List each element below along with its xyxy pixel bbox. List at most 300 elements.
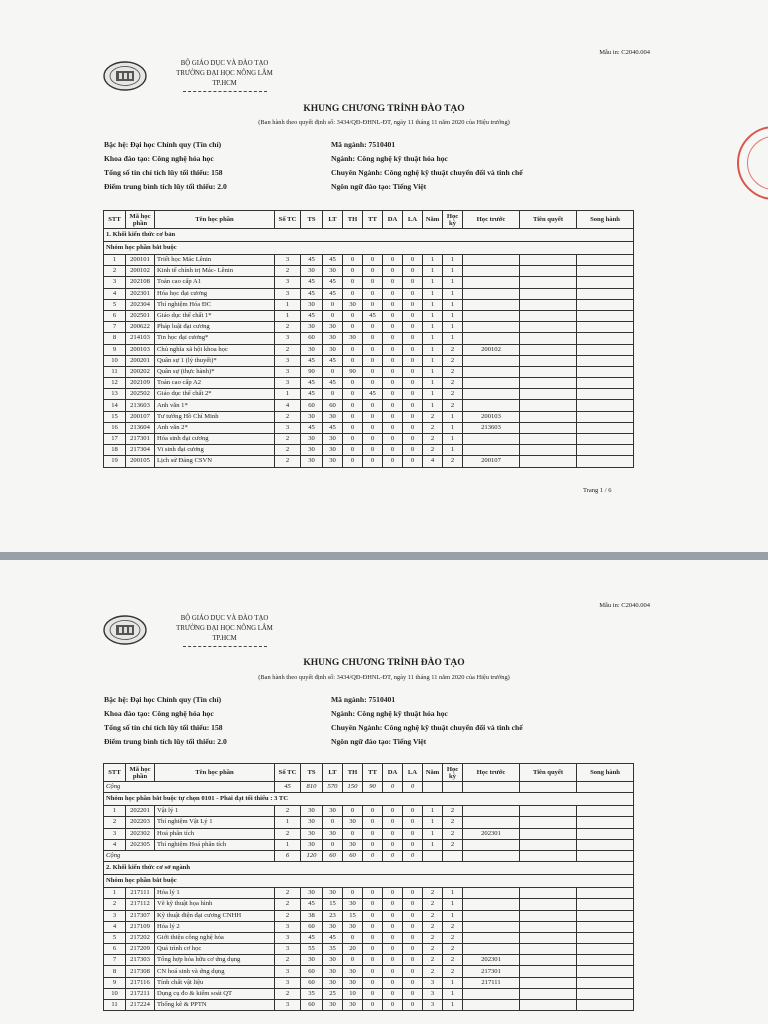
table-cell: 1 (443, 988, 463, 999)
table-cell: 0 (383, 266, 403, 277)
table-cell: 1 (443, 888, 463, 899)
column-header: LA (403, 764, 423, 782)
curriculum-table (103, 763, 634, 1011)
table-row (104, 966, 634, 977)
table-cell: 0 (343, 400, 363, 411)
table-cell: 2 (275, 344, 301, 355)
column-header: Tiên quyết (520, 764, 577, 782)
table-cell (520, 806, 577, 817)
table-cell: 0 (363, 456, 383, 467)
table-cell (463, 322, 520, 333)
table-cell: Tin học đại cương* (155, 333, 275, 344)
table-header-row (104, 764, 634, 782)
table-cell: 1 (443, 277, 463, 288)
table-cell: 2 (275, 988, 301, 999)
table-cell: 0 (343, 828, 363, 839)
table-cell (463, 921, 520, 932)
table-cell: 3 (104, 277, 126, 288)
table-cell: 0 (383, 910, 403, 921)
table-cell: Hóa học đại cương (155, 288, 275, 299)
table-cell: 0 (403, 310, 423, 321)
table-cell: 0 (363, 445, 383, 456)
table-cell: 200101 (126, 255, 155, 266)
table-cell: 200622 (126, 322, 155, 333)
total-value: 150 (343, 782, 363, 793)
table-cell (520, 310, 577, 321)
table-cell: 2 (443, 366, 463, 377)
table-cell: Hóa sinh đại cương (155, 434, 275, 445)
info-line: Chuyên Ngành: Công nghệ kỹ thuật chuyển đổi và tinh chế (331, 168, 523, 177)
info-line: Mã ngành: 7510401 (331, 695, 396, 704)
table-cell (577, 366, 634, 377)
table-cell: 30 (301, 434, 323, 445)
table-cell (520, 389, 577, 400)
table-cell: 0 (363, 944, 383, 955)
table-cell (520, 817, 577, 828)
table-cell: 60 (301, 400, 323, 411)
table-cell: 45 (323, 255, 343, 266)
table-cell: 0 (383, 921, 403, 932)
table-cell (577, 888, 634, 899)
table-cell: Tổng hợp hóa hữu cơ ứng dụng (155, 955, 275, 966)
table-cell: 60 (301, 921, 323, 932)
table-cell: 1 (443, 434, 463, 445)
table-cell: 2 (443, 955, 463, 966)
table-row (104, 422, 634, 433)
program-info-right (331, 693, 523, 749)
section-label: Nhóm học phần bắt buộc (104, 242, 634, 255)
table-cell: 0 (343, 266, 363, 277)
table-cell: 0 (343, 277, 363, 288)
table-cell: 0 (403, 977, 423, 988)
table-cell (463, 400, 520, 411)
table-cell: 0 (403, 456, 423, 467)
table-cell: 3 (275, 366, 301, 377)
table-cell: 30 (301, 445, 323, 456)
table-cell: 30 (323, 977, 343, 988)
table-cell: 217209 (126, 944, 155, 955)
table-row (104, 456, 634, 467)
table-cell: 202301 (126, 288, 155, 299)
table-cell (463, 839, 520, 850)
table-cell: 60 (301, 1000, 323, 1011)
table-cell: 0 (363, 411, 383, 422)
table-cell: 45 (301, 277, 323, 288)
table-cell: 2 (275, 899, 301, 910)
table-cell: 0 (403, 817, 423, 828)
column-header: Số TC (275, 211, 301, 229)
table-cell: 2 (275, 806, 301, 817)
table-cell: 3 (275, 333, 301, 344)
table-cell: 45 (301, 310, 323, 321)
table-cell: 202502 (126, 389, 155, 400)
empty-cell (443, 850, 463, 861)
table-row (104, 899, 634, 910)
table-cell: 30 (343, 839, 363, 850)
table-row (104, 322, 634, 333)
table-cell: 30 (323, 456, 343, 467)
table-cell: 2 (423, 445, 443, 456)
empty-cell (463, 782, 520, 793)
table-cell: 1 (443, 977, 463, 988)
table-cell: 10 (104, 988, 126, 999)
total-value: 60 (343, 850, 363, 861)
table-cell: 0 (343, 411, 363, 422)
table-cell (577, 944, 634, 955)
table-cell: 0 (403, 411, 423, 422)
table-cell: 2 (275, 445, 301, 456)
table-cell: 0 (363, 888, 383, 899)
section-label: 2. Khối kiến thức cơ sở ngành (104, 862, 634, 875)
table-cell: 4 (423, 456, 443, 467)
table-cell (520, 932, 577, 943)
info-line: Ngôn ngữ đào tạo: Tiếng Việt (331, 182, 427, 191)
form-code: Mẫu in: C2040.004 (599, 49, 650, 56)
table-cell: 0 (403, 806, 423, 817)
table-cell: Quân sự 1 (lý thuyết)* (155, 355, 275, 366)
total-value: 570 (323, 782, 343, 793)
table-cell: 45 (301, 255, 323, 266)
table-cell: 2 (443, 344, 463, 355)
table-cell: 0 (383, 955, 403, 966)
program-info-left (104, 693, 227, 749)
table-cell: 30 (301, 806, 323, 817)
table-cell: 0 (383, 411, 403, 422)
table-cell: 0 (343, 434, 363, 445)
table-cell: Hóa lý 1 (155, 888, 275, 899)
table-cell: 2 (443, 389, 463, 400)
table-row (104, 977, 634, 988)
info-line: Khoa đào tạo: Công nghệ hóa học (104, 154, 214, 163)
page-number: Trang 1 / 6 (583, 487, 612, 494)
table-cell: Hoá phân tích (155, 828, 275, 839)
table-row (104, 411, 634, 422)
table-cell: 0 (343, 445, 363, 456)
table-cell (463, 310, 520, 321)
table-cell: 2 (443, 456, 463, 467)
table-cell: 0 (383, 378, 403, 389)
table-cell: 30 (323, 921, 343, 932)
table-cell: 1 (423, 266, 443, 277)
table-cell: 3 (275, 932, 301, 943)
table-cell: 1 (423, 255, 443, 266)
table-cell: Hóa lý 2 (155, 921, 275, 932)
total-label: Cộng (104, 850, 275, 861)
table-cell: 3 (275, 977, 301, 988)
table-cell: 30 (323, 434, 343, 445)
table-cell: 30 (301, 817, 323, 828)
table-cell: 45 (323, 422, 343, 433)
table-cell: 2 (423, 899, 443, 910)
table-cell: 0 (323, 310, 343, 321)
table-cell (520, 277, 577, 288)
table-cell: 0 (403, 288, 423, 299)
info-line: Tổng số tín chỉ tích lũy tối thiểu: 158 (104, 168, 223, 177)
document-subtitle: (Ban hành theo quyết định số: 3434/QĐ-ĐHNL-ĐT, ngày 11 tháng 11 năm 2020 của Hiệu trưởng) (258, 119, 510, 126)
table-cell: 0 (403, 921, 423, 932)
table-cell: 30 (323, 828, 343, 839)
table-cell: 45 (323, 378, 343, 389)
table-cell: 1 (423, 366, 443, 377)
table-cell: 0 (383, 389, 403, 400)
table-cell: 217301 (126, 434, 155, 445)
table-cell: 6 (104, 310, 126, 321)
table-cell: 0 (363, 817, 383, 828)
table-cell: 0 (363, 378, 383, 389)
table-cell: 45 (301, 932, 323, 943)
table-cell: 1 (443, 445, 463, 456)
university-logo-icon (103, 61, 147, 91)
table-cell: 55 (301, 944, 323, 955)
table-row (104, 310, 634, 321)
table-cell: 0 (323, 366, 343, 377)
total-value: 810 (301, 782, 323, 793)
column-header: Học kỳ (443, 764, 463, 782)
table-cell: Kỹ thuật điện đại cương CNHH (155, 910, 275, 921)
table-cell: 2 (275, 434, 301, 445)
table-cell: 4 (104, 839, 126, 850)
table-cell: 0 (363, 366, 383, 377)
table-cell: 30 (343, 817, 363, 828)
column-header: Tên học phần (155, 211, 275, 229)
table-cell: 1 (275, 389, 301, 400)
table-cell: 0 (343, 344, 363, 355)
university-name: TRƯỜNG ĐẠI HỌC NÔNG LÂM TP.HCM (176, 625, 273, 642)
table-row (104, 921, 634, 932)
column-header: TH (343, 764, 363, 782)
table-cell (463, 806, 520, 817)
table-cell (520, 456, 577, 467)
table-cell: 0 (403, 322, 423, 333)
table-cell: 30 (323, 445, 343, 456)
table-cell: 14 (104, 400, 126, 411)
table-cell: 30 (301, 299, 323, 310)
column-header: Song hành (577, 211, 634, 229)
table-cell: Quân sự (thực hành)* (155, 366, 275, 377)
table-cell: 0 (403, 355, 423, 366)
form-code: Mẫu in: C2040.004 (599, 602, 650, 609)
table-cell: 0 (403, 988, 423, 999)
table-cell: 30 (301, 828, 323, 839)
table-cell: 202203 (126, 817, 155, 828)
table-cell: 0 (363, 434, 383, 445)
table-row (104, 1000, 634, 1011)
table-cell (520, 966, 577, 977)
table-cell: Thí nghiệm Hóa ĐC (155, 299, 275, 310)
section-row (104, 862, 634, 875)
table-cell (520, 333, 577, 344)
table-cell: 3 (275, 255, 301, 266)
table-cell (520, 422, 577, 433)
table-cell: 0 (343, 456, 363, 467)
table-cell: 2 (423, 921, 443, 932)
table-cell: 202301 (463, 828, 520, 839)
table-cell: 202301 (463, 955, 520, 966)
column-header: TH (343, 211, 363, 229)
table-cell (520, 411, 577, 422)
table-cell: 30 (343, 299, 363, 310)
column-header: TS (301, 211, 323, 229)
total-value: 45 (275, 782, 301, 793)
table-cell (520, 910, 577, 921)
table-cell: 1 (423, 400, 443, 411)
table-cell: 2 (423, 966, 443, 977)
table-cell: 0 (383, 932, 403, 943)
table-cell (577, 828, 634, 839)
info-line: Mã ngành: 7510401 (331, 140, 396, 149)
table-cell (463, 266, 520, 277)
table-cell: 0 (343, 932, 363, 943)
table-cell (577, 378, 634, 389)
table-cell (520, 322, 577, 333)
table-row (104, 445, 634, 456)
table-cell: 0 (403, 344, 423, 355)
column-header: Học kỳ (443, 211, 463, 229)
table-cell: 0 (403, 255, 423, 266)
table-cell: 60 (323, 400, 343, 411)
table-cell: 45 (301, 288, 323, 299)
info-line: Tổng số tín chỉ tích lũy tối thiểu: 158 (104, 723, 223, 732)
table-row (104, 333, 634, 344)
table-cell: 1 (443, 266, 463, 277)
table-cell: 15 (343, 910, 363, 921)
table-cell: 0 (363, 921, 383, 932)
table-cell: 202201 (126, 806, 155, 817)
table-cell: 9 (104, 344, 126, 355)
curriculum-table (103, 210, 634, 468)
table-cell: 0 (343, 355, 363, 366)
table-cell: 0 (403, 955, 423, 966)
column-header: Tiên quyết (520, 211, 577, 229)
table-cell: 0 (383, 944, 403, 955)
table-row (104, 266, 634, 277)
table-cell: 200202 (126, 366, 155, 377)
table-cell: 3 (275, 277, 301, 288)
table-cell (577, 288, 634, 299)
table-cell: 45 (323, 932, 343, 943)
table-cell (463, 299, 520, 310)
column-header: Tên học phần (155, 764, 275, 782)
university-logo-icon (103, 615, 147, 645)
table-cell: 0 (363, 422, 383, 433)
table-cell: 0 (383, 333, 403, 344)
empty-cell (577, 850, 634, 861)
table-cell: 0 (363, 400, 383, 411)
table-cell (577, 817, 634, 828)
table-cell: 2 (104, 817, 126, 828)
table-cell: 45 (323, 288, 343, 299)
table-cell: 2 (443, 932, 463, 943)
table-cell: 30 (323, 344, 343, 355)
table-cell: 0 (403, 966, 423, 977)
table-cell (577, 355, 634, 366)
table-cell: 1 (423, 333, 443, 344)
table-cell: 200102 (463, 344, 520, 355)
program-info-left (104, 138, 227, 194)
table-cell: 0 (383, 899, 403, 910)
table-cell: 0 (343, 310, 363, 321)
table-cell: 4 (104, 288, 126, 299)
table-cell: 1 (275, 817, 301, 828)
table-cell: 3 (275, 921, 301, 932)
empty-cell (423, 850, 443, 861)
table-cell: 3 (275, 422, 301, 433)
table-cell: 0 (363, 288, 383, 299)
table-cell: 30 (323, 1000, 343, 1011)
table-cell (520, 955, 577, 966)
table-cell: 217301 (463, 966, 520, 977)
table-cell (577, 322, 634, 333)
table-cell: 16 (104, 422, 126, 433)
table-cell (463, 910, 520, 921)
table-header-row (104, 211, 634, 229)
total-value: 0 (383, 850, 403, 861)
column-header: DA (383, 211, 403, 229)
table-cell (577, 255, 634, 266)
table-cell: 0 (383, 966, 403, 977)
table-cell (577, 921, 634, 932)
table-cell: 0 (383, 1000, 403, 1011)
table-cell: 17 (104, 434, 126, 445)
table-cell: 45 (301, 378, 323, 389)
table-cell: 1 (443, 310, 463, 321)
table-row (104, 817, 634, 828)
table-cell: 0 (343, 322, 363, 333)
table-cell: 35 (301, 988, 323, 999)
table-cell: Dụng cụ đo & kiểm soát QT (155, 988, 275, 999)
empty-cell (443, 782, 463, 793)
table-cell: 1 (104, 888, 126, 899)
table-cell: Thống kê & PPTN (155, 1000, 275, 1011)
table-row (104, 988, 634, 999)
table-cell: 0 (403, 888, 423, 899)
info-line: Ngôn ngữ đào tạo: Tiếng Việt (331, 737, 427, 746)
table-cell: Giới thiệu công nghệ hóa (155, 932, 275, 943)
table-cell: 0 (323, 839, 343, 850)
table-cell: 0 (383, 988, 403, 999)
table-cell (577, 389, 634, 400)
table-cell: 0 (403, 277, 423, 288)
table-cell (577, 839, 634, 850)
table-cell (577, 899, 634, 910)
table-cell: Vẽ kỹ thuật họa hình (155, 899, 275, 910)
total-label: Cộng (104, 782, 275, 793)
table-cell: 7 (104, 322, 126, 333)
table-cell: 0 (363, 955, 383, 966)
table-cell: 45 (301, 389, 323, 400)
table-cell: 30 (343, 1000, 363, 1011)
table-cell: 0 (323, 299, 343, 310)
table-cell: 90 (301, 366, 323, 377)
table-row (104, 299, 634, 310)
ministry-name: BỘ GIÁO DỤC VÀ ĐÀO TẠO (180, 615, 269, 622)
table-cell: 10 (343, 988, 363, 999)
table-cell (520, 921, 577, 932)
column-header: Học trước (463, 764, 520, 782)
table-cell: 0 (403, 378, 423, 389)
table-cell (463, 1000, 520, 1011)
table-cell: 2 (275, 266, 301, 277)
total-value: 0 (403, 850, 423, 861)
table-cell: 3 (423, 977, 443, 988)
table-cell: 3 (423, 988, 443, 999)
table-cell: 200107 (126, 411, 155, 422)
table-cell: 200103 (126, 344, 155, 355)
table-cell: Thí nghiệm Vật Lý 1 (155, 817, 275, 828)
table-cell: 202108 (126, 277, 155, 288)
table-cell: 45 (301, 899, 323, 910)
table-row (104, 255, 634, 266)
